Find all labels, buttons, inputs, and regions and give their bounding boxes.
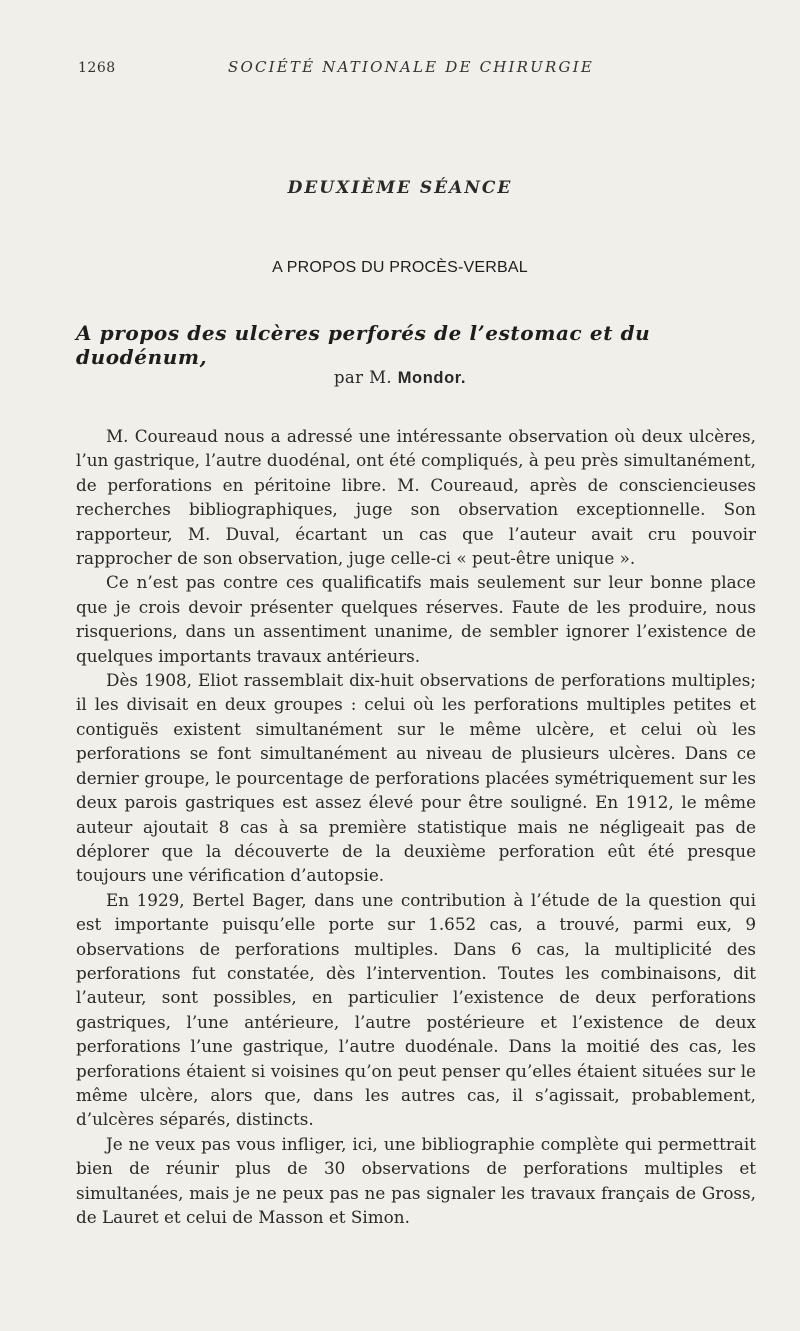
section-title: A PROPOS DU PROCÈS-VERBAL — [272, 259, 528, 276]
paragraph-4: En 1929, Bertel Bager, dans une contribution à l’étude de la question qui est importante puisqu’elle porte sur 1.652 cas, a trouvé, parmi eux, 9 observations de perforations multiples. Dans 6 cas, la multiplicité des perforations fut constatée, dès l’intervention. Toutes les combinaisons, dit l’auteur, sont possibles, en particulier l’existence de deux perforations gastriques, l’une antérieure, l’autre postérieure et l’existence de deux perforations l’une gastrique, l’autre duodénale. Dans la moitié des cas, les perforations étaient si voisines qu’on peut penser qu’elles étaient situées sur le même ulcère, alors que, dans les autres cas, il s’agissait, probablement, d’ulcères séparés, distincts. — [76, 889, 756, 1130]
byline — [0, 368, 800, 388]
session-title: DEUXIÈME SÉANCE — [287, 178, 513, 198]
running-header — [78, 58, 718, 82]
article-body — [76, 424, 756, 1229]
paragraph-2: Ce n’est pas contre ces qualificatifs mais seulement sur leur bonne place que je crois devoir présenter quelques réserves. Faute de les produire, nous risquerions, dans un assentiment unanime, de sembler ignorer l’existence de quelques importants travaux antérieurs. — [76, 572, 756, 666]
paragraph-3: Dès 1908, Eliot rassemblait dix-huit observations de perforations multiples; il les divisait en deux groupes : celui où les perforations multiples petites et contiguës existent simultanément sur le même ulcère, et celui où les perforations se font simultanément au niveau de plusieurs ulcères. Dans ce dernier groupe, le pourcentage de perforations placées symétriquement sur les deux parois gastriques est assez élevé pour être souligné. En 1912, le même auteur ajoutait 8 cas à sa première statistique mais ne négligeait pas de déplorer que la découverte de la deuxième perforation eût été presque toujours une vérification d’autopsie. — [76, 670, 756, 886]
byline-prefix: par M. — [333, 368, 393, 387]
paragraph-5: Je ne veux pas vous infliger, ici, une bibliographie complète qui permettrait bien de réunir plus de 30 observations de perforations multiples et simultanées, mais je ne peux pas ne pas signaler les travaux français de Gross, de Lauret et celui de Masson et Simon. — [76, 1133, 756, 1227]
author-name: Mondor. — [397, 369, 467, 387]
paragraph-1: M. Coureaud nous a adressé une intéressante observation où deux ulcères, l’un gastrique, l’autre duodénal, ont été compliqués, à peu près simultanément, de perforations en péritoine libre. M. Coureaud, après de consciencieuses recherches bibliographiques, juge son observation exceptionnelle. Son rapporteur, M. Duval, écartant un cas que l’auteur avait cru pouvoir rapprocher de son observation, juge celle-ci « peut-être unique ». — [76, 426, 756, 569]
article-title: A propos des ulcères perforés de l’estomac et du duodénum, — [76, 321, 651, 369]
page-number: 1268 — [78, 60, 116, 76]
journal-title: SOCIÉTÉ NATIONALE DE CHIRURGIE — [228, 58, 594, 76]
